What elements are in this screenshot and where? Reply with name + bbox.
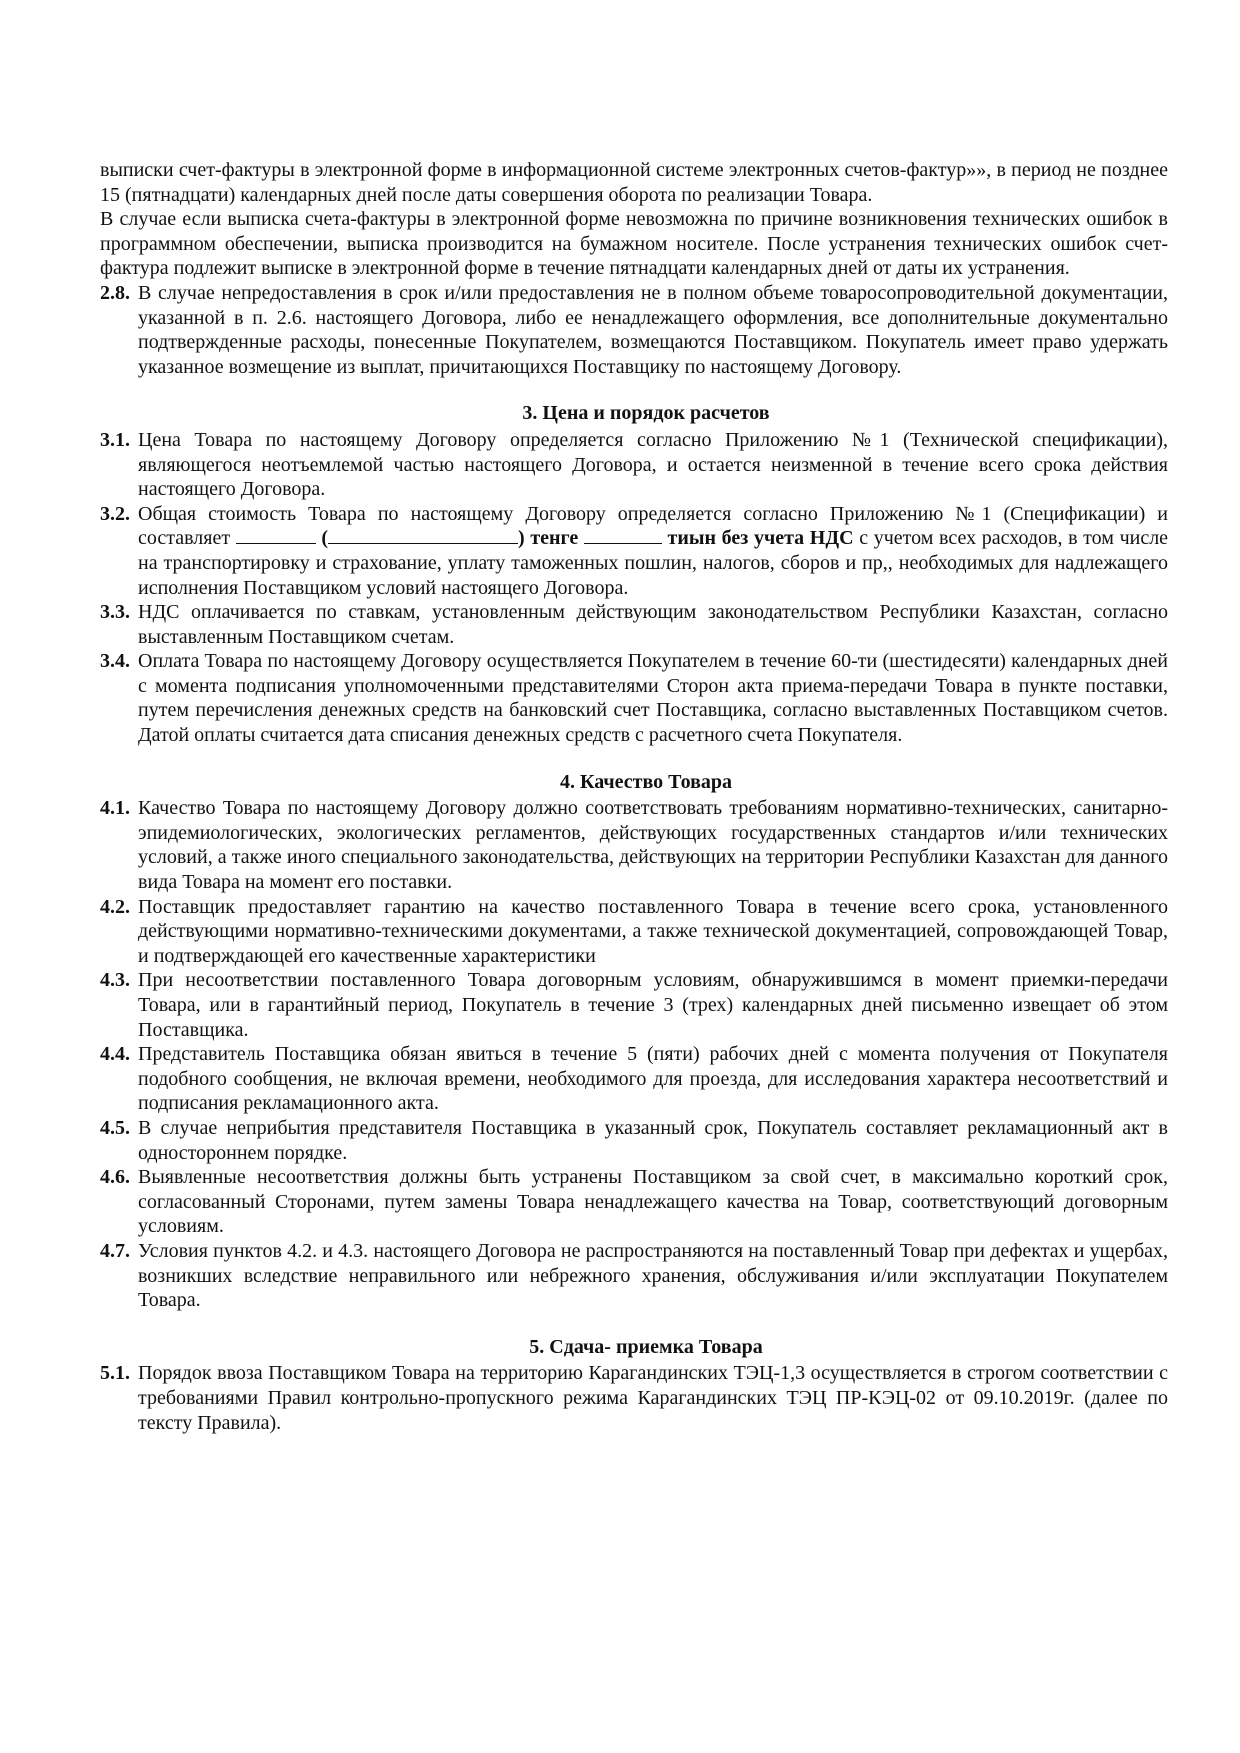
- clause-4-6: [100, 1165, 1168, 1239]
- clause-3-1: [100, 428, 1168, 502]
- clause-text: Порядок ввоза Поставщиком Товара на территорию Карагандинских ТЭЦ-1,3 осуществляется в строгом соответствии с требованиями Правил контрольно-пропускного режима Карагандинских ТЭЦ ПР-КЭЦ-02 от 09.10.2019г. (далее по тексту Правила).: [138, 1362, 1168, 1434]
- tenge-label: ) тенге: [518, 527, 579, 550]
- clause-text: В случае непредоставления в срок и/или предоставления не в полном объеме товаросопроводительной документации, указанной в п. 2.6. настоящего Договора, либо ее ненадлежащего оформления, все дополнительные документально подтвержденные расходы, понесенные Покупателем, возмещаются Поставщиком. Покупатель имеет право удержать указанное возмещение из выплат, причитающихся Поставщику по настоящему Договору.: [138, 281, 1168, 378]
- clause-4-3: [100, 968, 1168, 1042]
- clause-number: 3.4.: [100, 650, 130, 673]
- amount-blank: [236, 527, 316, 544]
- clause-5-1: [100, 1361, 1168, 1435]
- clause-number: 4.1.: [100, 797, 130, 820]
- clause-number: 3.2.: [100, 502, 130, 525]
- clause-4-5: [100, 1116, 1168, 1165]
- clause-number: 4.6.: [100, 1166, 130, 1189]
- clause-number: 4.7.: [100, 1239, 130, 1262]
- clause-number: 3.1.: [100, 428, 130, 451]
- clause-number: 4.4.: [100, 1043, 130, 1066]
- clause-3-4: [100, 649, 1168, 747]
- section-5-heading: 5. Сдача- приемка Товара: [529, 1335, 763, 1358]
- clause-number: 4.2.: [100, 895, 130, 918]
- clause-text: Условия пунктов 4.2. и 4.3. настоящего Договора не распространяются на поставленный Товар при дефектах и ущербах, возникших вследствие неправильного или небрежного хранения, обслуживания и/или эксплуатации Покупателем Товара.: [138, 1239, 1168, 1312]
- document-page: [100, 158, 1168, 1435]
- clause-text: [138, 502, 1168, 600]
- clause-4-2: [100, 895, 1168, 969]
- clause-2-7-continuation: выписки счет-фактуры в электронной форме в информационной системе электронных счетов-фактур»», в период не позднее 15 (пятнадцати) календарных дней после даты совершения оборота по реализации Товара.: [100, 159, 1168, 206]
- clause-4-4: [100, 1042, 1168, 1116]
- tiyn-label: тиын без учета НДС: [667, 527, 854, 550]
- clause-4-1: [100, 796, 1168, 894]
- clause-text: При несоответствии поставленного Товара договорным условиям, обнаружившимся в момент приемки-передачи Товара, или в гарантийный период, Покупатель в течение 3 (трех) календарных дней письменно извещает об этом Поставщика.: [138, 969, 1168, 1041]
- clause-text: Цена Товара по настоящему Договору определяется согласно Приложению №1 (Технической спецификации), являющегося неотъемлемой частью настоящего Договора, и остается неизменной в течение всего срока действия настоящего Договора.: [138, 428, 1168, 501]
- section-3-heading: 3. Цена и порядок расчетов: [522, 402, 770, 425]
- clause-text-part1: Общая стоимость Товара по настоящему Договору определяется согласно Приложению №1 (Спецификации) и составляет: [138, 502, 1168, 550]
- clause-number: 4.5.: [100, 1116, 130, 1139]
- tiyn-blank: [584, 527, 662, 544]
- clause-text: Поставщик предоставляет гарантию на качество поставленного Товара в течение всего срока, установленного действующими нормативно-техническими документами, а также технической документацией, сопровождающей Товар, и подтверждающей его качественные характеристики: [138, 895, 1168, 967]
- clause-text: В случае неприбытия представителя Поставщика в указанный срок, Покупатель составляет рекламационный акт в одностороннем порядке.: [138, 1116, 1168, 1164]
- clause-number: 4.3.: [100, 969, 130, 992]
- clause-3-3: [100, 600, 1168, 649]
- clause-2-7-paragraph: В случае если выписка счета-фактуры в электронной форме невозможна по причине возникновения технических ошибок в программном обеспечении, выписка производится на бумажном носителе. После устранения технических ошибок счет-фактура подлежит выписке в электронной форме в течение пятнадцати календарных дней от даты их устранения.: [100, 208, 1168, 280]
- clause-3-2: [100, 502, 1168, 600]
- clause-text: Оплата Товара по настоящему Договору осуществляется Покупателем в течение 60-ти (шестидесяти) календарных дней с момента подписания уполномоченными представителями Сторон акта приема-передачи Товара в пункте поставки, путем перечисления денежных средств на банковский счет Поставщика, согласно выставленных Поставщиком счетов. Датой оплаты считается дата списания денежных средств с расчетного счета Покупателя.: [138, 650, 1168, 747]
- clause-number: 5.1.: [100, 1362, 130, 1385]
- clause-number: 3.3.: [100, 601, 130, 624]
- clause-text: Выявленные несоответствия должны быть устранены Поставщиком за свой счет, в максимально короткий срок, согласованный Сторонами, путем замены Товара ненадлежащего качества на Товар, соответствующий договорным условиям.: [138, 1166, 1168, 1238]
- clause-4-7: [100, 1239, 1168, 1313]
- clause-text-part2: с учетом всех расходов, в том числе на транспортировку и страхование, уплату таможенных пошлин, налогов, сборов и пр,, необходимых для надлежащего исполнения Поставщиком условий настоящего Договора.: [138, 527, 1169, 599]
- clause-number: 2.8.: [100, 281, 130, 304]
- clause-2-8: [100, 281, 1168, 379]
- section-4-heading: 4. Качество Товара: [559, 770, 733, 793]
- clause-text: Представитель Поставщика обязан явиться в течение 5 (пяти) рабочих дней с момента получения от Покупателя подобного сообщения, не включая времени, необходимого для проезда, для исследования характера несоответствий и подписания рекламационного акта.: [138, 1043, 1168, 1115]
- amount-words-blank: [328, 527, 518, 544]
- clause-text: НДС оплачивается по ставкам, установленным действующим законодательством Республики Казахстан, согласно выставленным Поставщиком счетам.: [138, 601, 1168, 648]
- open-paren: (: [321, 527, 329, 550]
- clause-text: Качество Товара по настоящему Договору должно соответствовать требованиям нормативно-технических, санитарно-эпидемиологических, экологических регламентов, действующих государственных стандартов и/или технических условий, а также иного специального законодательства, действующих на территории Республики Казахстан для данного вида Товара на момент его поставки.: [138, 797, 1168, 894]
